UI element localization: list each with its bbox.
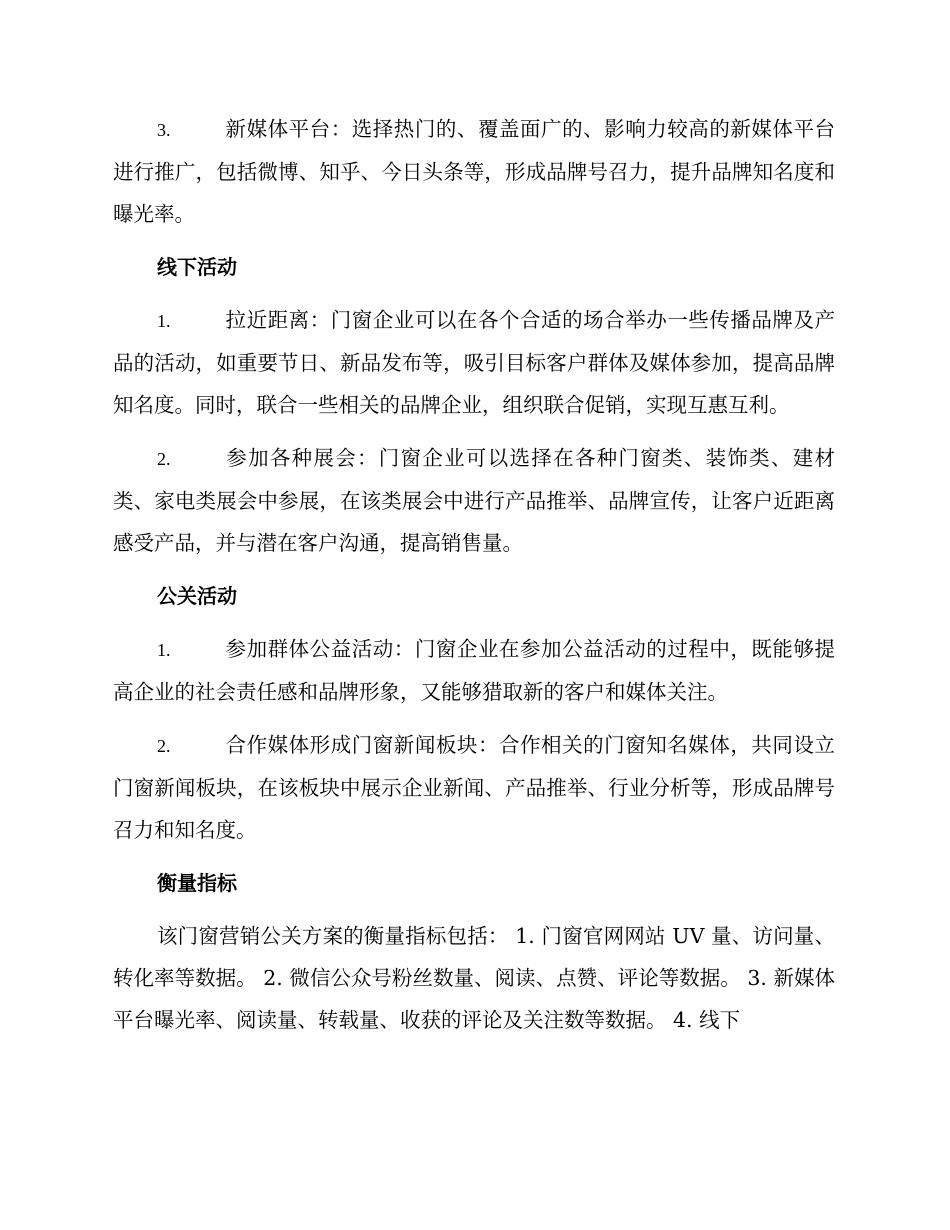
metrics-paragraph: 该门窗营销公关方案的衡量指标包括： 1. 门窗官网网站 UV 量、访问量、转化率等数据。 2. 微信公众号粉丝数量、阅读、点赞、评论等数据。 3. 新媒体平台曝光率、阅读量、转载量、收获的评论及关注数等数据。 4. 线下 — [113, 924, 835, 1032]
list-item-offline-2 — [113, 437, 835, 564]
list-number: 1. — [157, 640, 171, 660]
list-text: 参加群体公益活动：门窗企业在参加公益活动的过程中，既能够提高企业的社会责任感和品牌形象，又能够猎取新的客户和媒体关注。 — [113, 637, 835, 704]
list-number: 2. — [157, 736, 171, 756]
list-text: 合作媒体形成门窗新闻板块：合作相关的门窗知名媒体，共同设立门窗新闻板块，在该板块中展示企业新闻、产品推举、行业分析等，形成品牌号召力和知名度。 — [113, 733, 835, 842]
list-text: 拉近距离：门窗企业可以在各个合适的场合举办一些传播品牌及产品的活动，如重要节日、新品发布等，吸引目标客户群体及媒体参加，提高品牌知名度。同时，联合一些相关的品牌企业，组织联合促销，实现互惠互利。 — [113, 308, 835, 417]
list-item-pr-2 — [113, 724, 835, 851]
list-number: 3. — [157, 120, 171, 140]
list-text: 参加各种展会：门窗企业可以选择在各种门窗类、装饰类、建材类、家电类展会中参展，在该类展会中进行产品推举、品牌宣传，让客户近距离感受产品，并与潜在客户沟通，提高销售量。 — [113, 446, 835, 555]
list-item-offline-1 — [113, 299, 835, 426]
section-heading-offline: 线下活动 — [157, 255, 237, 279]
list-number: 1. — [157, 311, 171, 331]
section-heading-pr: 公关活动 — [157, 584, 237, 608]
list-text: 新媒体平台：选择热门的、覆盖面广的、影响力较高的新媒体平台进行推广，包括微博、知乎、今日头条等，形成品牌号召力，提升品牌知名度和曝光率。 — [113, 117, 835, 226]
list-item-pr-1 — [113, 628, 835, 713]
list-number: 2. — [157, 449, 171, 469]
list-item-new-media — [113, 108, 835, 235]
section-heading-metrics: 衡量指标 — [157, 871, 237, 895]
